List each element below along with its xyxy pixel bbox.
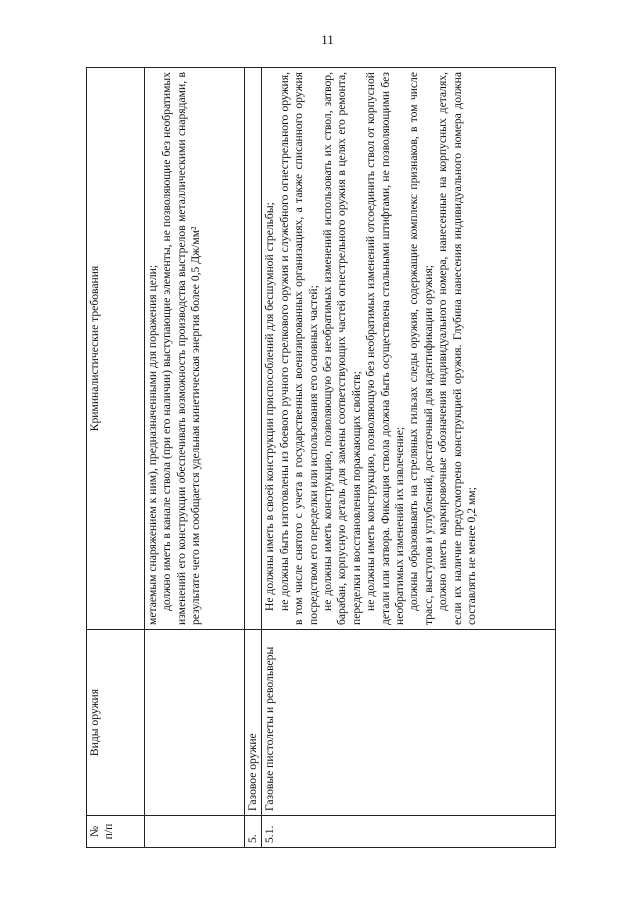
table-row-section [245,68,262,848]
requirements-table [86,67,556,848]
rotated-table-container [86,68,556,848]
section-number: 5. [245,816,262,848]
section-title: Газовое оружие [245,630,262,816]
requirement-paragraph: не должны иметь конструкцию, позволяющую без необратимых изменений использовать их ствол, затвор, барабан, корпусную деталь для замены соответствующих частей огнестрельного оружия в целях его ремонта, переделки и восстановления поражающих свойств; [321,72,363,625]
item-number: 5.1. [262,816,556,848]
item-requirements-cell [262,68,556,630]
continuation-type-cell [145,630,245,816]
table-row-continuation [145,68,245,848]
continuation-num-cell [145,816,245,848]
header-requirements: Криминалистические требования [87,68,145,630]
item-title: Газовые пистолеты и револьверы [262,630,556,816]
page-number: 11 [321,32,334,47]
requirement-paragraph: должны образовывать на стреляных гильзах следы оружия, содержащие комплекс признаков, в том числе трасс, выступов и углублений, достаточный для идентификации оружия; [407,72,435,625]
requirement-paragraph: должно иметь маркировочные обозначения индивидуального номера, нанесенные на корпусных деталях, если их наличие предусмотрено конструкцией оружия. Глубина нанесения индивидуального номера должна составлять не менее 0,2 мм; [436,72,479,625]
requirement-paragraph: не должны иметь конструкцию, позволяющую без необратимых изменений отсоединить ствол от корпусной детали или затвора. Фиксация ствола должна быть осуществлена стальными штифтами, не позволяющими без необратимых изменений их извлечение; [364,72,407,625]
requirement-paragraph: метаемым снаряжением к ним), предназначенными для поражения цели; [146,264,159,625]
header-number [87,816,145,848]
section-empty-cell [245,68,262,630]
requirement-paragraph: должно иметь в канале ствола (при его наличии) выступающие элементы, не позволяющие без необратимых изменений его конструкции обеспечивать возможность производства выстрелов металлическими снарядами, в результате чего им сообщается удельная кинетическая энергия более 0,5 Дж/мм² [160,72,203,625]
continuation-requirements-cell [145,68,245,630]
table-header-row [87,68,145,848]
header-number-symbol: № [88,825,101,838]
requirement-paragraph: Не должны иметь в своей конструкции приспособлений для бесшумной стрельбы; [263,202,277,611]
requirement-paragraph: не должны быть изготовлены из боевого ручного стрелкового оружия и служебного огнестрельного оружия, в том числе снятого с учета в государственных военизированных организациях, а также списанного оружия посредством его переделки или использования его основных частей; [277,72,320,625]
table-row-item [262,68,556,848]
header-weapon-type: Виды оружия [87,630,145,816]
header-number-abbrev: п/п [102,823,116,840]
